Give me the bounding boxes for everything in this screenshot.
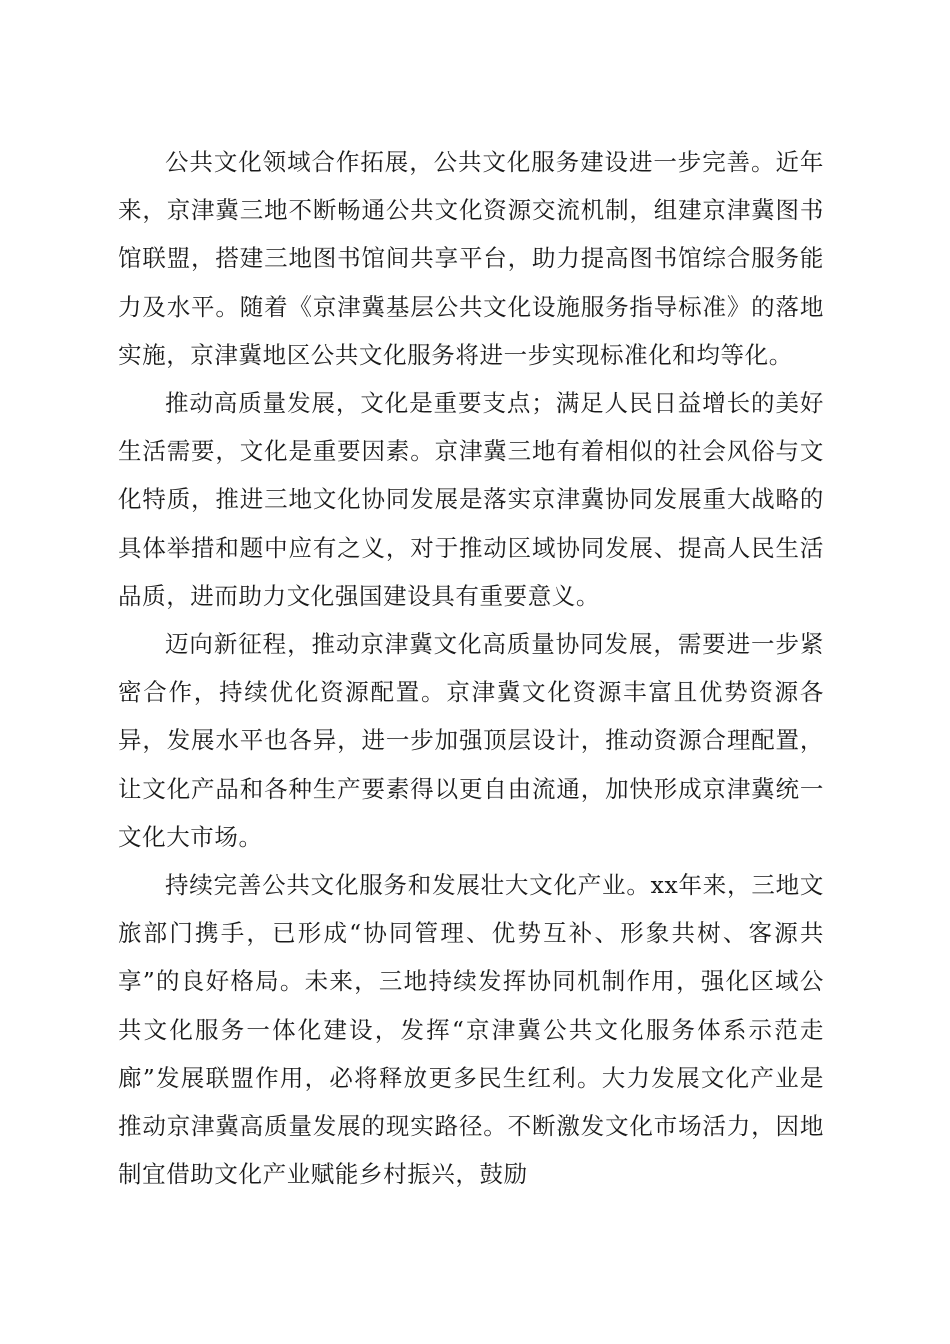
paragraph-cultural-industry: 持续完善公共文化服务和发展壮大文化产业。xx年来，三地文旅部门携手，已形成“协同管理、优势互补、形象共树、客源共享”的良好格局。未来，三地持续发挥协同机制作用，强化区域公共文化服务一体化建设，发挥“京津冀公共文化服务体系示范走廊”发展联盟作用，必将释放更多民生红利。大力发展文化产业是推动京津冀高质量发展的现实路径。不断激发文化市场活力，因地制宜借助文化产业赋能乡村振兴，鼓励 (118, 871, 824, 1189)
paragraph-public-culture: 公共文化领域合作拓展，公共文化服务建设进一步完善。近年来，京津冀三地不断畅通公共文化资源交流机制，组建京津冀图书馆联盟，搭建三地图书馆间共享平台，助力提高图书馆综合服务能力及水平。随着《京津冀基层公共文化设施服务指导标准》的落地实施，京津冀地区公共文化服务将进一步实现标准化和均等化。 (118, 148, 824, 369)
body-text (118, 138, 824, 1198)
paragraph-new-journey: 迈向新征程，推动京津冀文化高质量协同发展，需要进一步紧密合作，持续优化资源配置。京津冀文化资源丰富且优势资源各异，发展水平也各异，进一步加强顶层设计，推动资源合理配置，让文化产品和各种生产要素得以更自由流通，加快形成京津冀统一文化大市场。 (118, 630, 824, 851)
paragraph-high-quality-development: 推动高质量发展，文化是重要支点；满足人民日益增长的美好生活需要，文化是重要因素。京津冀三地有着相似的社会风俗与文化特质，推进三地文化协同发展是落实京津冀协同发展重大战略的具体举措和题中应有之义，对于推动区域协同发展、提高人民生活品质，进而助力文化强国建设具有重要意义。 (118, 389, 824, 610)
